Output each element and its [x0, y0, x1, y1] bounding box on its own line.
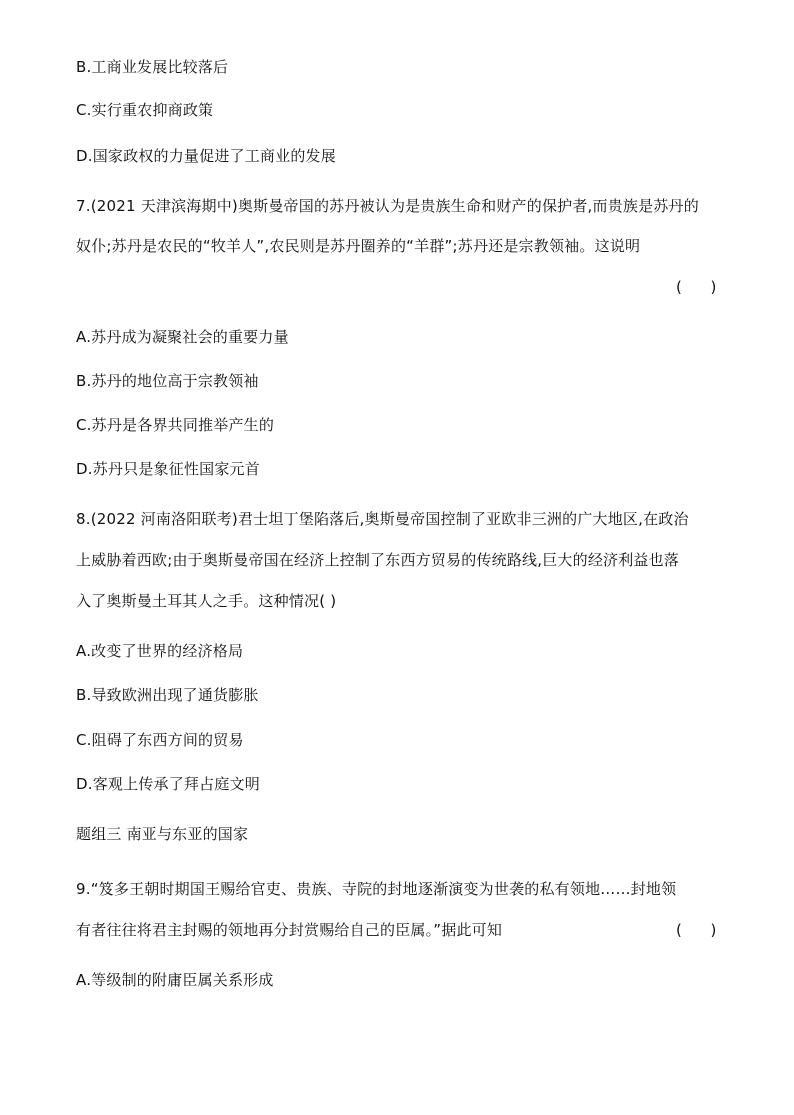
q6-option-b: B.工商业发展比较落后	[76, 58, 229, 76]
section-heading: 题组三 南亚与东亚的国家	[76, 825, 249, 843]
q6-option-d: D.国家政权的力量促进了工商业的发展	[76, 147, 336, 165]
q8-stem-line-2: 上威胁着西欧;由于奥斯曼帝国在经济上控制了东西方贸易的传统路线,巨大的经济利益也落	[76, 551, 680, 569]
q8-stem-line-3: 入了奥斯曼土耳其人之手。这种情况( )	[76, 592, 337, 610]
q6-option-c: C.实行重农抑商政策	[76, 101, 214, 119]
q8-option-d: D.客观上传承了拜占庭文明	[76, 775, 260, 793]
q9-answer-blank: ( )	[676, 921, 717, 939]
q8-option-c: C.阻碍了东西方间的贸易	[76, 731, 244, 749]
q8-stem-line-1: 8.(2022 河南洛阳联考)君士坦丁堡陷落后,奥斯曼帝国控制了亚欧非三洲的广大地区,在政治	[76, 510, 689, 528]
q7-answer-blank: ( )	[676, 278, 717, 296]
q7-stem-line-2: 奴仆;苏丹是农民的“牧羊人”,农民则是苏丹圈养的“羊群”;苏丹还是宗教领袖。这说明	[76, 237, 641, 255]
q8-option-b: B.导致欧洲出现了通货膨胀	[76, 686, 259, 704]
q9-option-a: A.等级制的附庸臣属关系形成	[76, 971, 274, 989]
q7-option-b: B.苏丹的地位高于宗教领袖	[76, 372, 259, 390]
q9-stem-line-2: 有者往往将君主封赐的领地再分封赏赐给自己的臣属。”据此可知	[76, 921, 503, 939]
q7-option-c: C.苏丹是各界共同推举产生的	[76, 416, 275, 434]
q9-stem-line-1: 9.“笈多王朝时期国王赐给官吏、贵族、寺院的封地逐渐演变为世袭的私有领地……封地领	[76, 880, 677, 898]
q7-stem-line-1: 7.(2021 天津滨海期中)奥斯曼帝国的苏丹被认为是贵族生命和财产的保护者,而贵族是苏丹的	[76, 197, 699, 215]
q7-option-a: A.苏丹成为凝聚社会的重要力量	[76, 328, 289, 346]
q8-option-a: A.改变了世界的经济格局	[76, 642, 244, 660]
q7-option-d: D.苏丹只是象征性国家元首	[76, 460, 260, 478]
